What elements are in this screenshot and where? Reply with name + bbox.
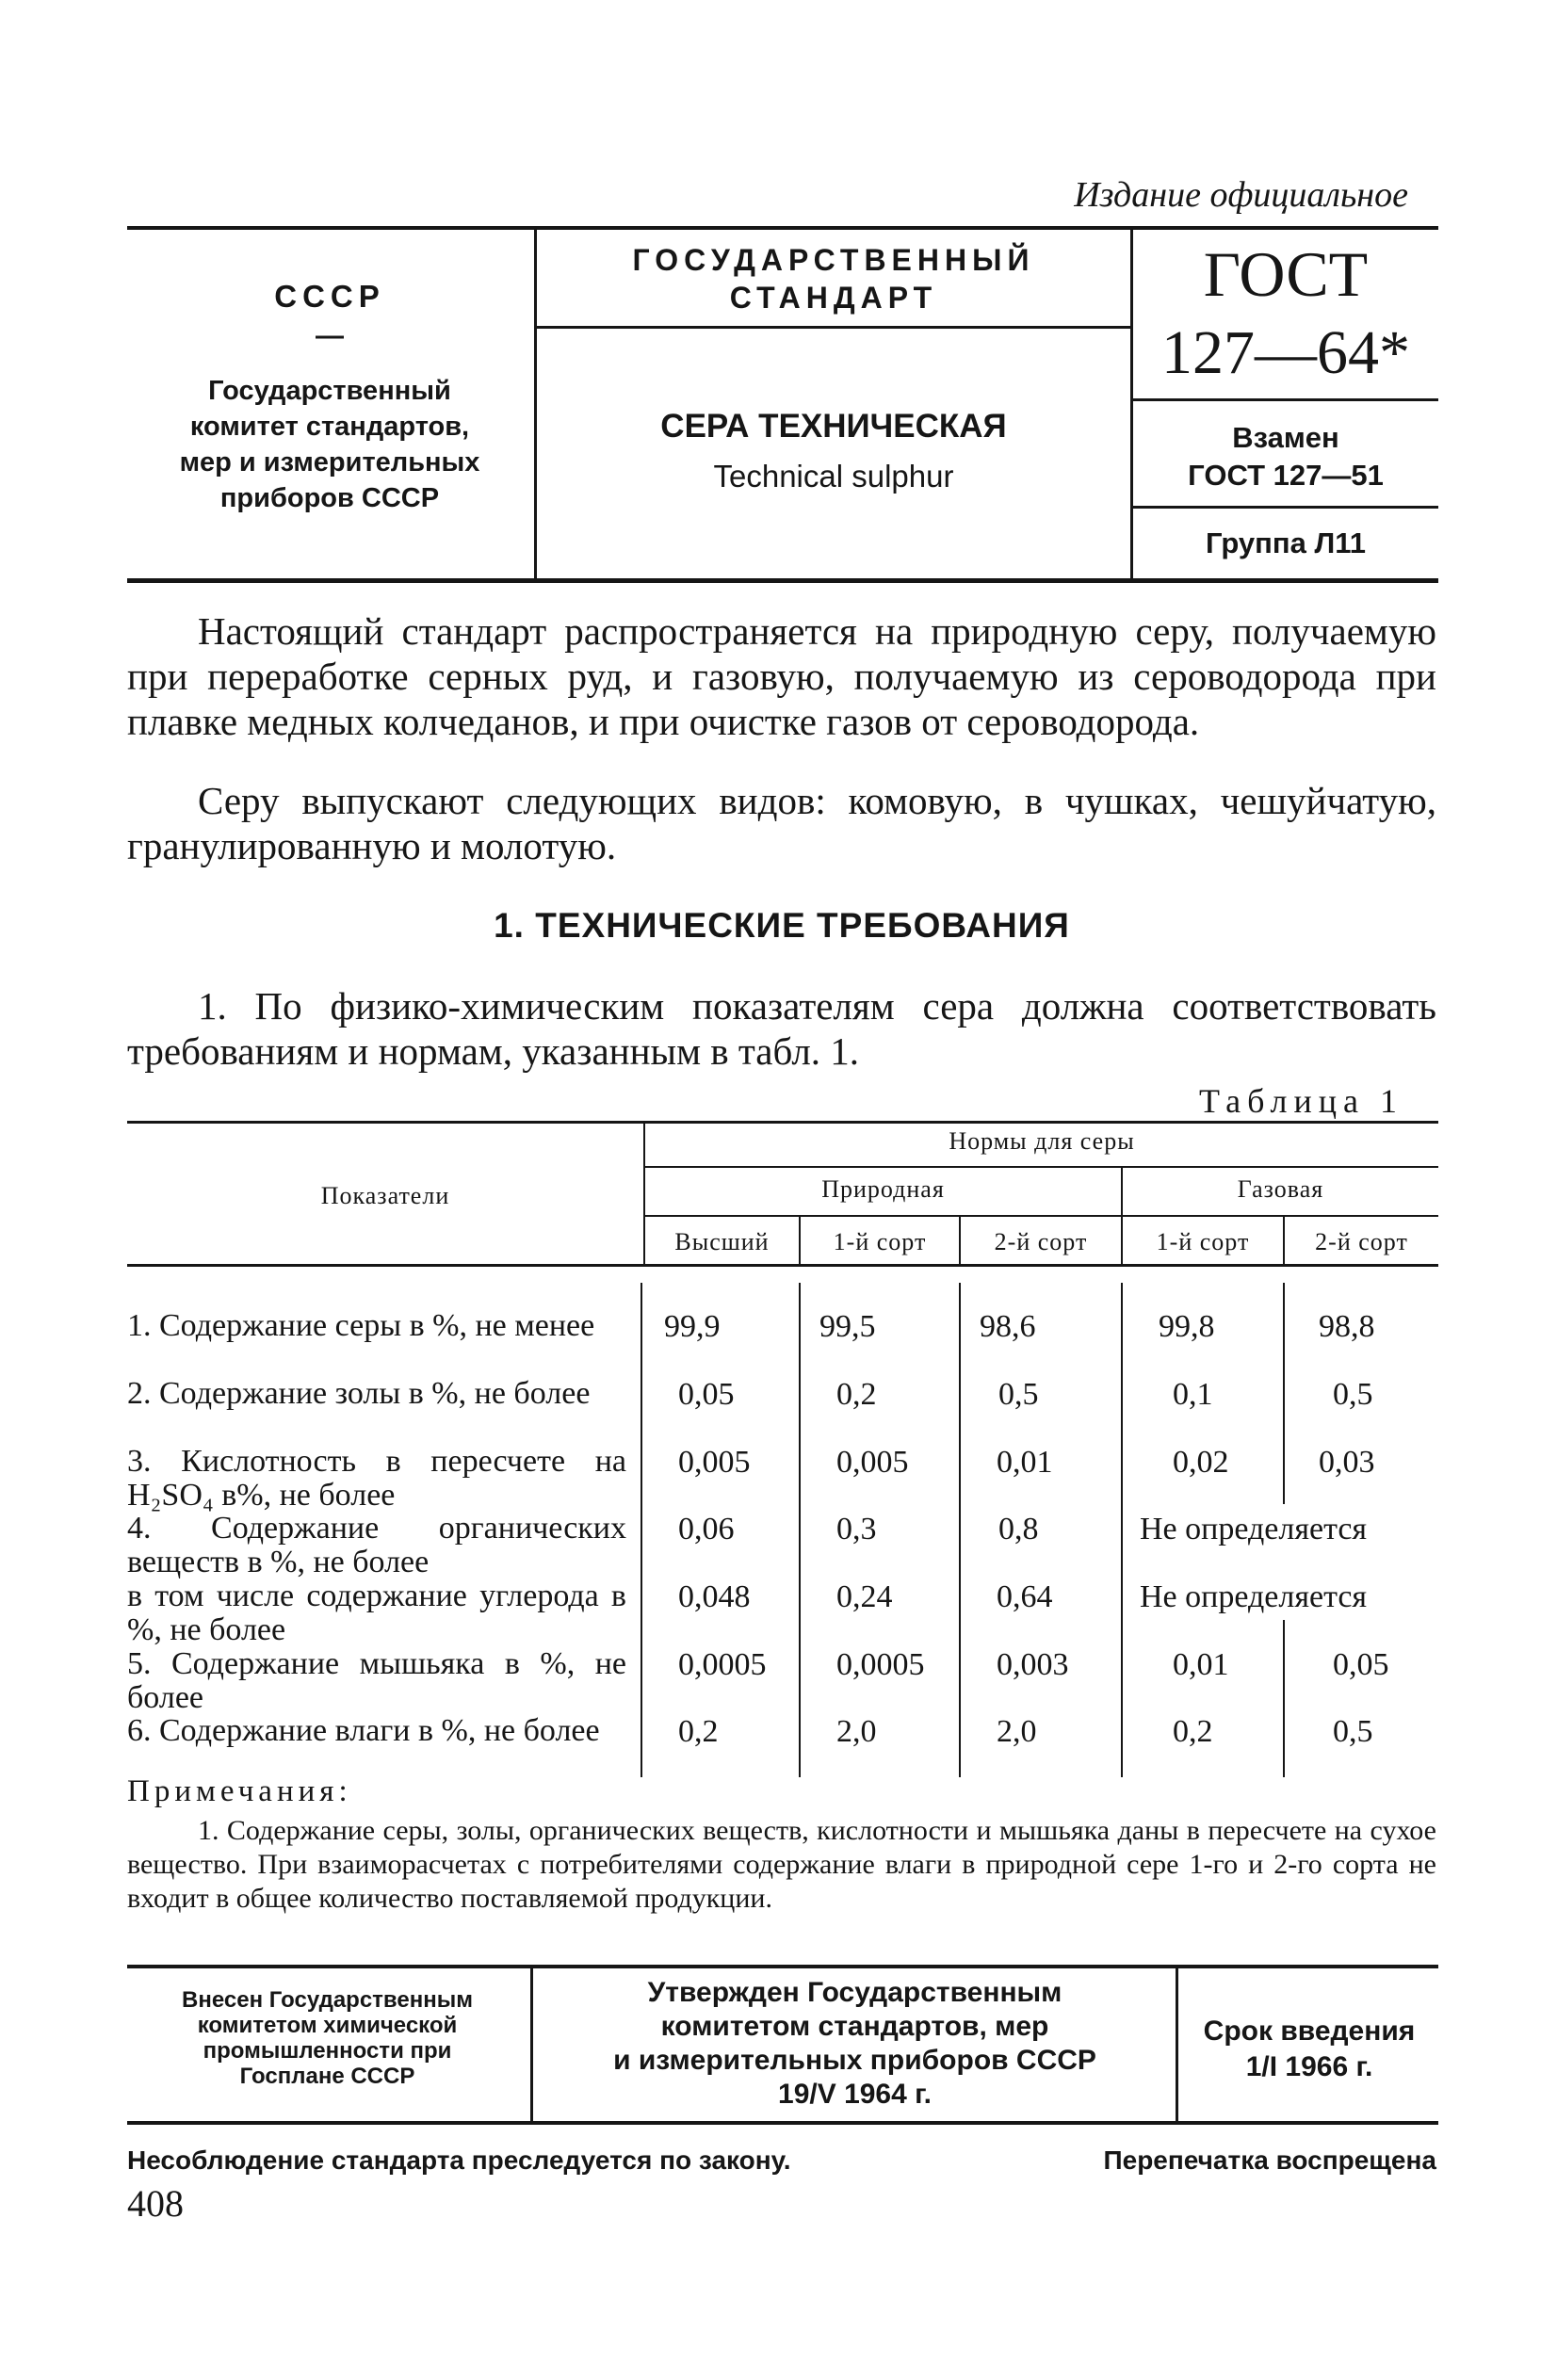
body-divider-4b (1283, 1620, 1285, 1777)
body-divider-2 (959, 1283, 961, 1777)
body-divider-3 (1121, 1283, 1123, 1777)
table-cell: 0,2 (836, 1377, 877, 1412)
standard-title: СЕРА ТЕХНИЧЕСКАЯ (660, 408, 1007, 445)
table-cell: 0,005 (836, 1445, 909, 1480)
table-cell: 0,2 (1173, 1714, 1213, 1749)
table-cell: 0,64 (997, 1579, 1053, 1614)
reprint-notice: Перепечатка воспрещена (1103, 2145, 1436, 2175)
header-divider-left (534, 230, 537, 579)
table-cell: 0,0005 (678, 1647, 767, 1682)
table-row-label: 5. Содержание мышьяка в %, не более (127, 1646, 626, 1715)
violation-notice: Несоблюдение стандарта преследуется по закону. (127, 2145, 791, 2175)
table-cell: 0,5 (998, 1377, 1039, 1412)
table-cell: 0,06 (678, 1512, 735, 1546)
requirements-paragraph: 1. По физико-химическим показателям сера должна соответствовать требованиям и нормам, указанным в табл. 1. (127, 984, 1436, 1073)
standard-type: ГОСУДАРСТВЕННЫЙ СТАНДАРТ (632, 243, 1035, 315)
table-cell: 0,2 (678, 1714, 719, 1749)
table-cell: 0,0005 (836, 1647, 925, 1682)
committee-label: Государственный комитет стандартов, мер и измерительных приборов СССР (179, 376, 480, 513)
table-cell: 0,02 (1173, 1445, 1229, 1480)
table-cell: 0,05 (1333, 1647, 1389, 1682)
table-cell: 2,0 (836, 1714, 877, 1749)
table-row-label: 2. Содержание золы в %, не более (127, 1376, 591, 1411)
group-label: Группа Л11 (1206, 526, 1366, 559)
table-cell: 0,1 (1173, 1377, 1213, 1412)
table-cell: 0,01 (1173, 1647, 1229, 1682)
introduced-by: Внесен Государственным комитетом химической промышленности при Госплане СССР (182, 1987, 473, 2089)
norms-header: Нормы для серы (949, 1127, 1135, 1155)
header-right-rule-2 (1133, 506, 1438, 509)
table-cell: 99,9 (664, 1309, 721, 1344)
gost-label: ГОСТ (1203, 238, 1369, 310)
table-cell-not-determined: Не определяется (1140, 1512, 1368, 1546)
footer-divider-right (1176, 1968, 1178, 2121)
grade-header: 1-й сорт (833, 1228, 927, 1255)
country-label: СССР (274, 279, 385, 314)
note-text: 1. Содержание серы, золы, органических веществ, кислотности и мышьяка даны в пересчете на сухое вещество. При взаиморасчетах с потребителями содержание влаги в природной сере 1-го и 2-го сорта не входит в общее количество поставляемой продукции. (127, 1815, 1436, 1914)
footer-top-rule (127, 1965, 1438, 1968)
header-right-rule-1 (1133, 398, 1438, 401)
intro-paragraph: Настоящий стандарт распространяется на природную серу, получаемую при переработке серных руд, и газовую, получаемую из сероводорода при плавке медных колчеданов, и при очистке газов от сероводорода. (127, 609, 1436, 743)
table-header-bottom-rule (127, 1264, 1438, 1267)
table-row-label: в том числе содержание углерода в %, не более (127, 1579, 626, 1647)
table-row-label: 1. Содержание серы в %, не менее (127, 1308, 595, 1343)
table-row-label: 4. Содержание органических веществ в %, не более (127, 1511, 626, 1579)
types-paragraph: Серу выпускают следующих видов: комовую, в чушках, чешуйчатую, гранулированную и молотую. (127, 779, 1436, 867)
approved-by: Утвержден Государственным комитетом стандартов, мер и измерительных приборов СССР 19/V 1964 г. (613, 1977, 1096, 2110)
table-cell: 0,8 (998, 1512, 1039, 1546)
table-cell: 99,5 (819, 1309, 876, 1344)
grade-header: 2-й сорт (994, 1228, 1088, 1255)
table-cell-not-determined: Не определяется (1140, 1579, 1368, 1614)
gas-header: Газовая (1237, 1175, 1324, 1203)
footer-divider-left (530, 1968, 533, 2121)
table-cell: 2,0 (997, 1714, 1037, 1749)
country-dash: — (316, 320, 344, 351)
table-cell: 98,8 (1319, 1309, 1375, 1344)
table-cell: 0,3 (836, 1512, 877, 1546)
table-cell: 0,003 (997, 1647, 1069, 1682)
grade-header: Высший (674, 1228, 770, 1255)
norms-rule (645, 1166, 1438, 1168)
table-top-rule (127, 1121, 1438, 1124)
table-cell: 0,03 (1319, 1445, 1375, 1480)
header-top-rule (127, 226, 1438, 230)
table-cell: 0,24 (836, 1579, 893, 1614)
gost-number: 127—64* (1161, 318, 1410, 387)
table-cell: 99,8 (1159, 1309, 1215, 1344)
edition-label: Издание официальное (1074, 175, 1408, 215)
table-cell: 0,01 (997, 1445, 1053, 1480)
body-divider-0 (641, 1283, 642, 1777)
grade-header: 2-й сорт (1315, 1228, 1408, 1255)
replaces-label: Взамен ГОСТ 127—51 (1188, 421, 1384, 492)
page-number: 408 (127, 2182, 184, 2225)
notes-title: Примечания: (127, 1774, 352, 1808)
table-cell: 0,5 (1333, 1377, 1373, 1412)
table-cell: 0,005 (678, 1445, 751, 1480)
table-cell: 0,05 (678, 1377, 735, 1412)
body-divider-1 (799, 1283, 801, 1777)
header-center-rule (537, 326, 1130, 329)
effective-date: Срок введения 1/I 1966 г. (1203, 2016, 1416, 2082)
table-row-label: 6. Содержание влаги в %, не более (127, 1713, 600, 1748)
footer-bottom-rule (127, 2121, 1438, 2125)
section-heading: 1. ТЕХНИЧЕСКИЕ ТРЕБОВАНИЯ (494, 906, 1070, 945)
table-caption: Таблица 1 (1199, 1082, 1403, 1120)
table-cell: 98,6 (980, 1309, 1036, 1344)
table-cell: 0,5 (1333, 1714, 1373, 1749)
header-bottom-rule (127, 578, 1438, 583)
body-divider-4a (1283, 1283, 1285, 1504)
natural-header: Природная (821, 1175, 945, 1203)
standard-title-english: Technical sulphur (713, 459, 954, 494)
grade-header: 1-й сорт (1156, 1228, 1250, 1255)
grades-rule (645, 1215, 1438, 1217)
table-cell: 0,048 (678, 1579, 751, 1614)
table-row-label: 3. Кислотность в пересчете на H₂SO₄ в%, не более (127, 1444, 626, 1513)
indicators-header: Показатели (320, 1182, 450, 1209)
